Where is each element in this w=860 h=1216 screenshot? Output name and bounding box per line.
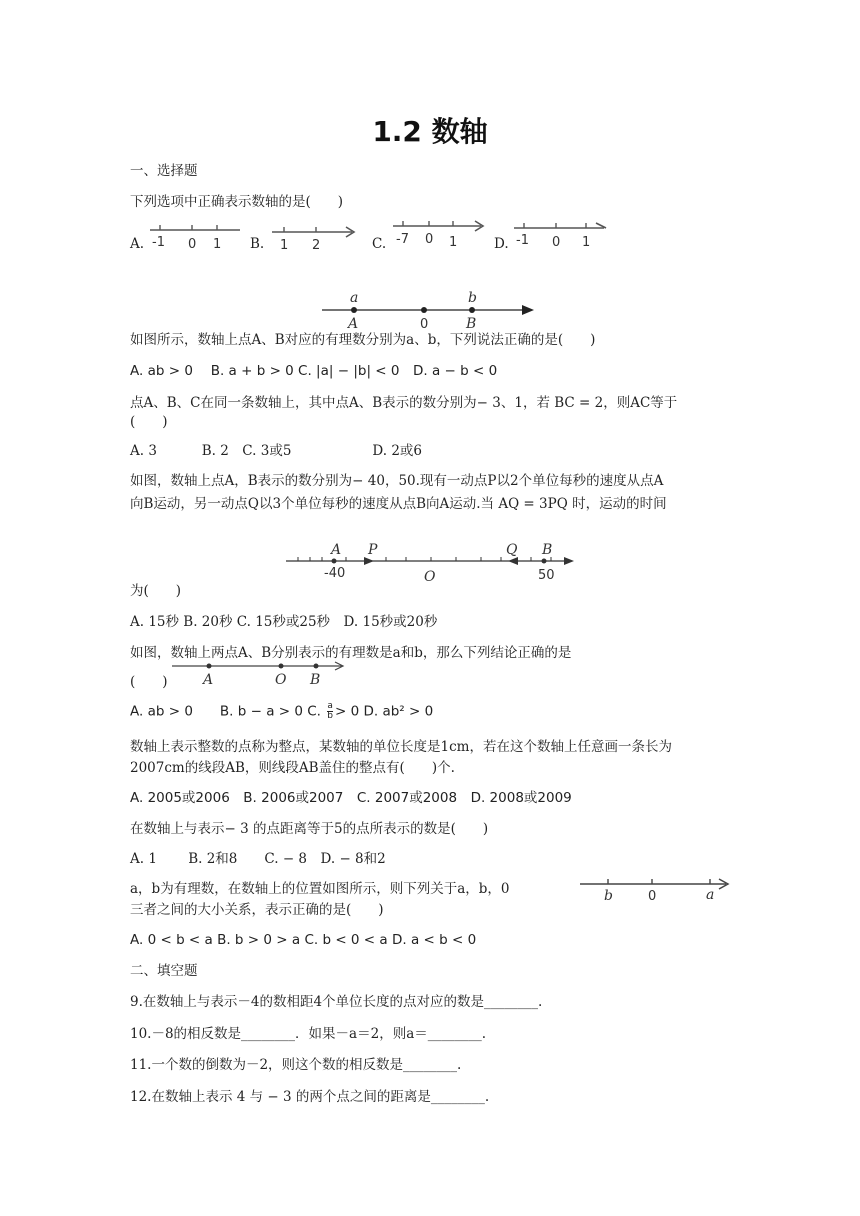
q2-label-a: a	[350, 290, 359, 306]
q4-stem-line2: 向B运动，另一动点Q以3个单位每秒的速度从点B向A运动.当 AQ = 3PQ 时，运动的时间	[130, 496, 667, 512]
q1-option-c-label: C.	[372, 236, 387, 252]
q3-options: A. 3 B. 2 C. 3或5 D. 2或6	[130, 443, 423, 459]
q8-label-b: b	[604, 888, 613, 904]
q1a-tick-label: 0	[188, 237, 197, 252]
q1-option-d-figure	[514, 220, 610, 252]
q6-stem: 数轴上表示整数的点称为整点，某数轴的单位长度是1cm，若在这个数轴上任意画一条长为	[130, 739, 672, 755]
q1d-tick-label: 0	[552, 235, 561, 250]
q1c-tick-label: 1	[449, 235, 458, 250]
q8-stem: a，b为有理数，在数轴上的位置如图所示，则下列关于a，b，0	[130, 881, 510, 897]
q4-options: A. 15秒 B. 20秒 C. 15秒或25秒 D. 15秒或20秒	[130, 614, 438, 630]
q5-stem: 如图，数轴上两点A、B分别表示的有理数是a和b，那么下列结论正确的是	[130, 645, 572, 661]
q4-value-50: 50	[538, 568, 555, 583]
section-heading-choice: 一、选择题	[130, 163, 198, 179]
q5-stem-continued: ( )	[130, 674, 168, 690]
q4-point-Q: Q	[506, 542, 518, 558]
q6-options: A. 2005或2006 B. 2006或2007 C. 2007或2008 D. 2008或2009	[130, 790, 572, 806]
q4-stem: 如图，数轴上点A，B表示的数分别为− 40，50.现有一动点P以2个单位每秒的速度从点A	[130, 473, 664, 489]
q3-stem: 点A、B、C在同一条数轴上，其中点A、B表示的数分别为− 3、1，若 BC = 2，则AC等于	[130, 395, 678, 411]
q2-point-B: B	[466, 316, 477, 332]
q6-stem-continued: 2007cm的线段AB，则线段AB盖住的整点有( )个.	[130, 760, 455, 776]
q1b-tick-label: 2	[312, 238, 321, 253]
q4-point-A: A	[331, 542, 342, 558]
q1-option-b-label: B.	[250, 236, 265, 252]
q5-point-B: B	[310, 672, 321, 688]
q8-label-a: a	[706, 887, 715, 903]
q4-origin-label: O	[424, 569, 436, 585]
q5-options	[130, 702, 433, 721]
q2-stem: 如图所示，数轴上点A、B对应的有理数分别为a、b，下列说法正确的是( )	[130, 332, 596, 348]
q1b-tick-label: 1	[280, 238, 289, 253]
q5-point-A: A	[203, 672, 214, 688]
q5-number-line-figure	[172, 658, 352, 690]
q2-origin-label: 0	[420, 317, 429, 332]
q4-value-neg40: -40	[324, 566, 346, 581]
q8-stem-continued: 三者之间的大小关系，表示正确的是( )	[130, 902, 384, 918]
q1d-tick-label: 1	[582, 235, 591, 250]
q8-origin-label: 0	[648, 889, 657, 904]
section-heading-fill-in: 二、填空题	[130, 963, 198, 979]
q1c-tick-label: 0	[425, 232, 434, 247]
q1-stem: 下列选项中正确表示数轴的是( )	[130, 194, 344, 210]
q2-label-b: b	[468, 290, 477, 306]
q4-point-B: B	[542, 542, 553, 558]
q7-stem: 在数轴上与表示− 3 的点距离等于5的点所表示的数是( )	[130, 821, 489, 837]
q1a-tick-label: 1	[213, 237, 222, 252]
q1-option-a-figure	[150, 222, 242, 254]
q1-option-d-label: D.	[494, 236, 509, 252]
q8-options: A. 0 < b < a B. b > 0 > a C. b < 0 < a D. a < b < 0	[130, 932, 477, 948]
page-title: 1.2 数轴	[372, 115, 488, 148]
q4-point-P: P	[368, 542, 378, 558]
q1-option-c-figure	[393, 218, 489, 250]
q1a-tick-label: -1	[152, 235, 165, 250]
q1c-tick-label: -7	[396, 232, 409, 247]
q1-option-a-label: A.	[130, 236, 145, 252]
q8-number-line-figure	[580, 874, 735, 906]
q5-options-part1: A. ab > 0 B. b − a > 0 C.	[130, 703, 326, 720]
q1-option-b-figure	[272, 222, 358, 254]
q10-stem: 10.－8的相反数是________．如果－a＝2，则a＝________.	[130, 1026, 487, 1042]
q2-point-A: A	[348, 316, 359, 332]
q5-options-part2: > 0 D. ab² > 0	[335, 703, 434, 720]
q4-stem-line3: 为( )	[130, 583, 182, 599]
q3-stem-continued: ( )	[130, 414, 168, 430]
q9-stem: 9.在数轴上与表示－4的数相距4个单位长度的点对应的数是________.	[130, 994, 543, 1010]
q2-options: A. ab > 0 B. a + b > 0 C. |a| − |b| < 0 D. a − b < 0	[130, 363, 498, 379]
q5-fraction-a-over-b: $\frac{a}{b}$	[327, 701, 333, 721]
q7-options: A. 1 B. 2和8 C. − 8 D. − 8和2	[130, 851, 386, 867]
q11-stem: 11.一个数的倒数为－2，则这个数的相反数是________.	[130, 1057, 462, 1073]
q5-origin-label: O	[275, 672, 287, 688]
q1d-tick-label: -1	[516, 233, 529, 248]
q2-number-line-figure	[322, 290, 537, 332]
q12-stem: 12.在数轴上表示 4 与 − 3 的两个点之间的距离是________.	[130, 1089, 490, 1105]
q4-number-line-figure	[286, 543, 578, 585]
